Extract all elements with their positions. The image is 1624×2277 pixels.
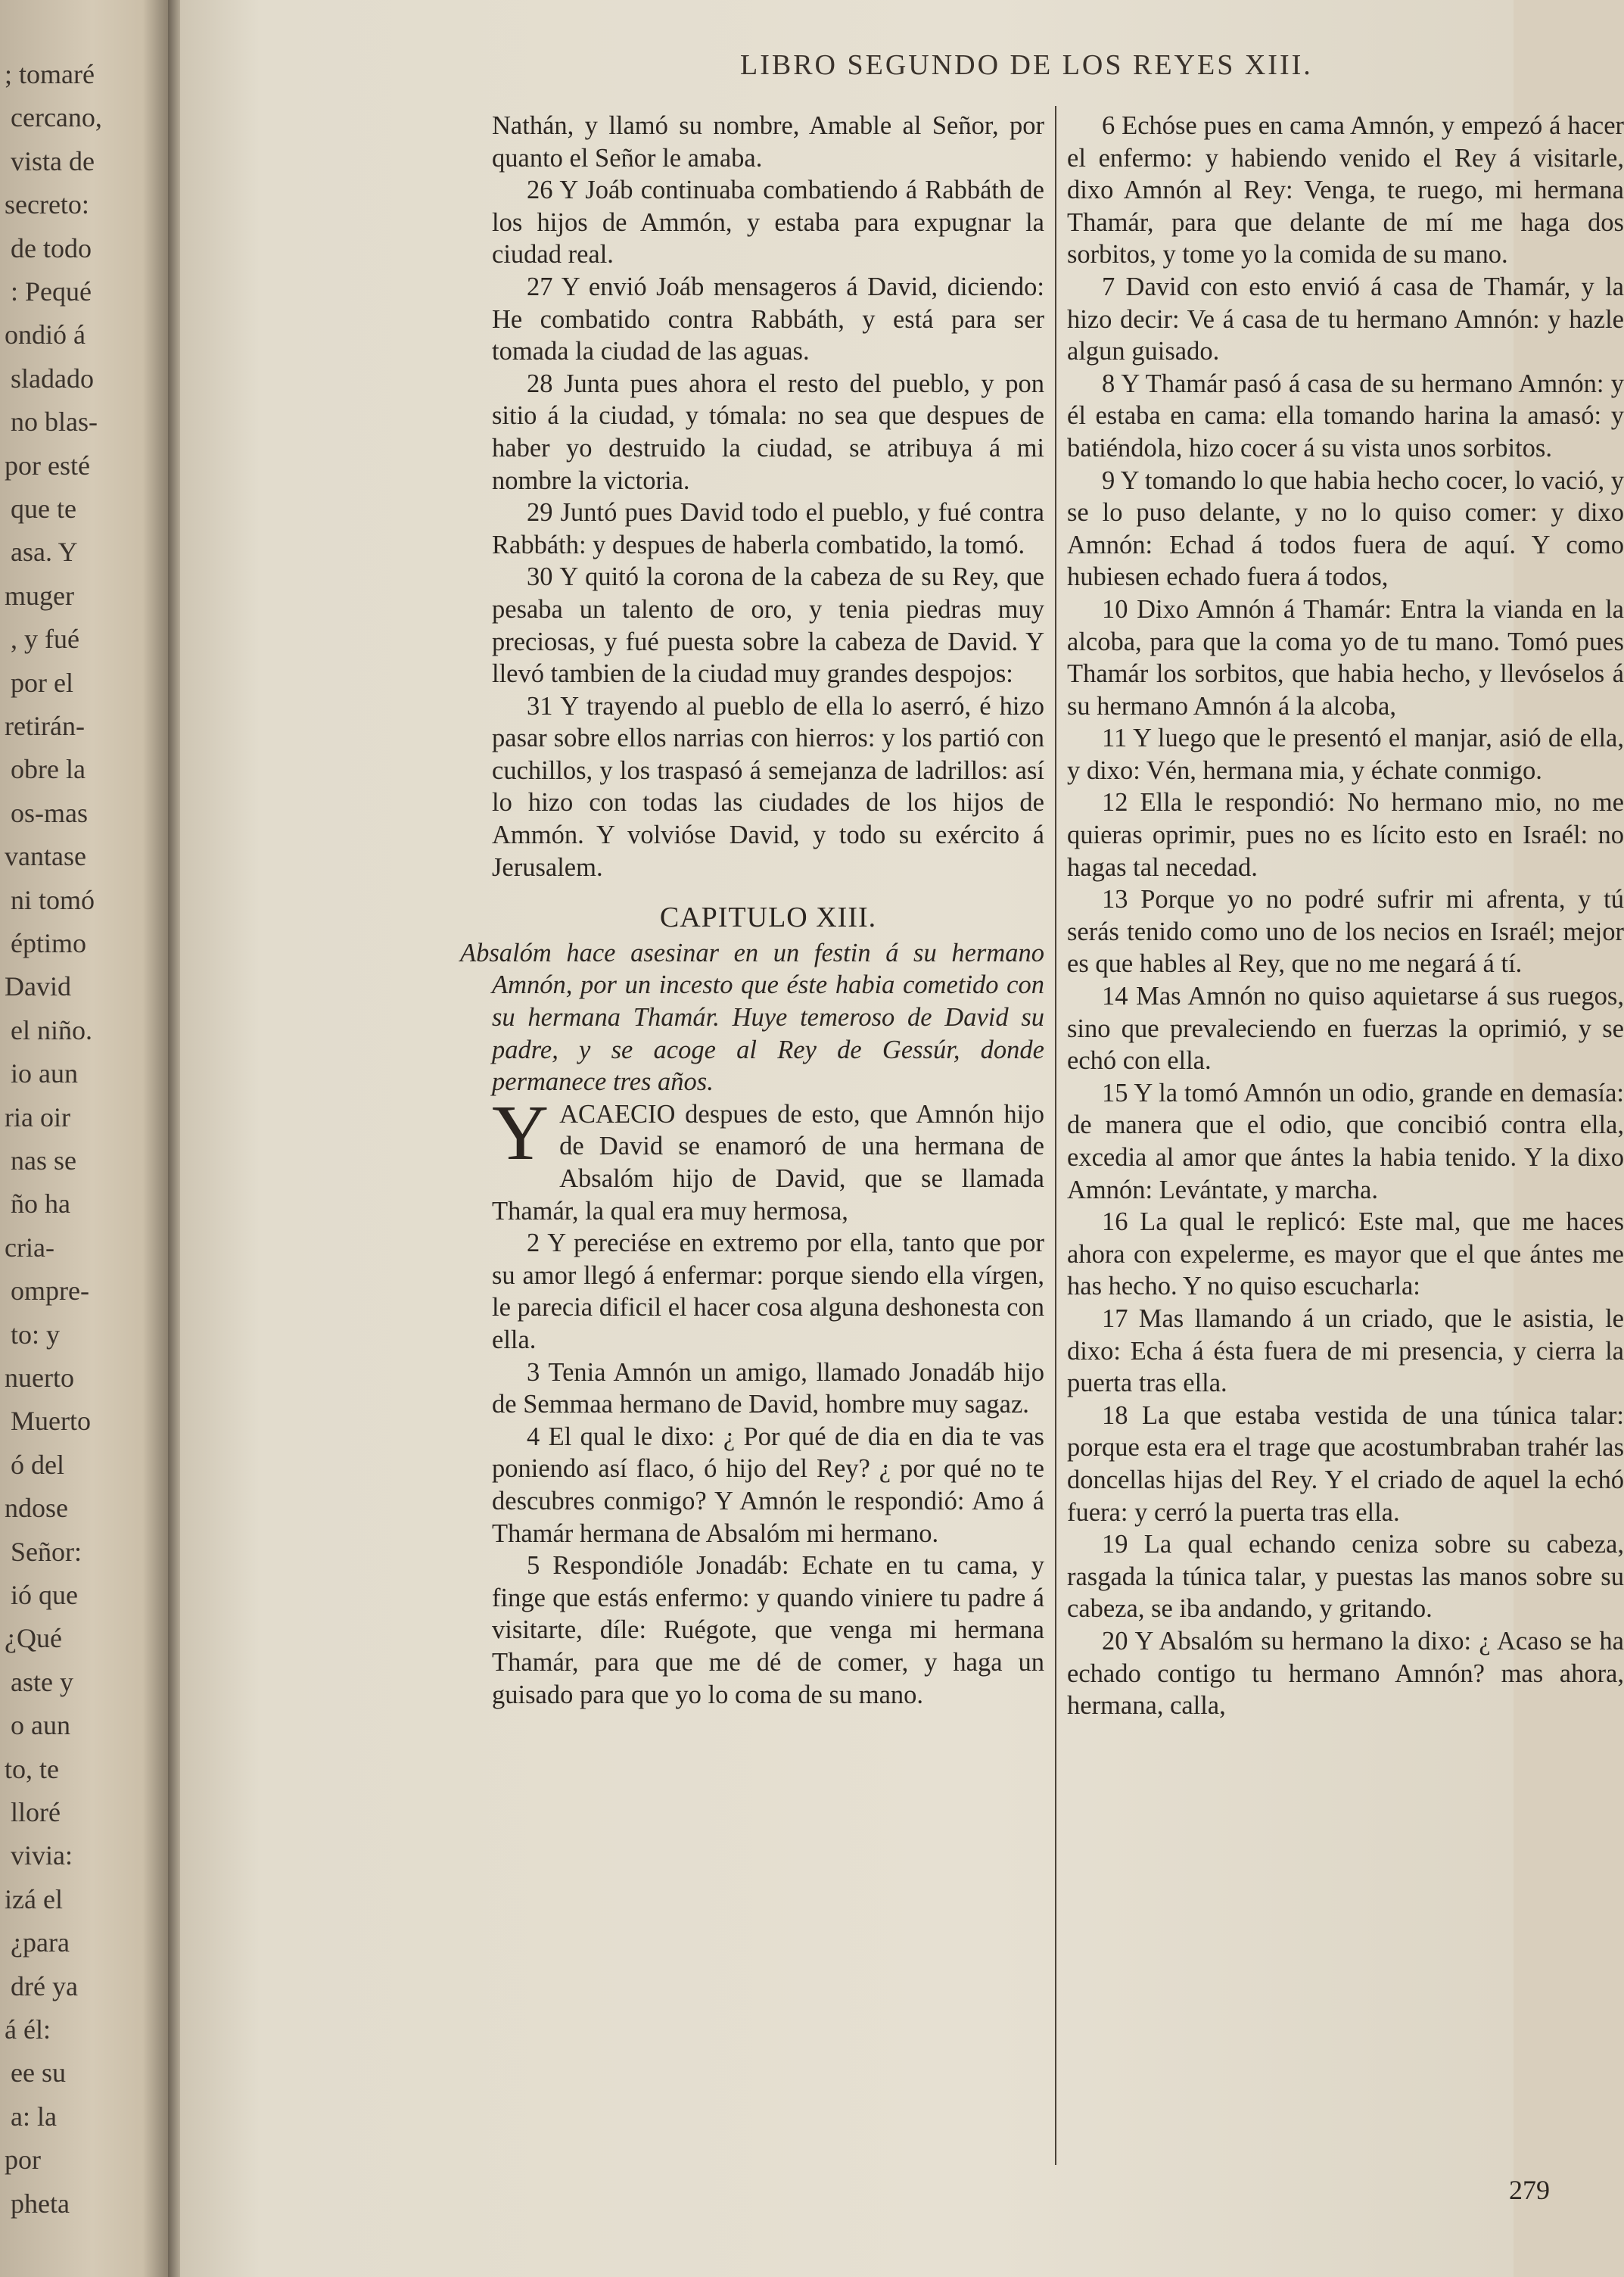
chapter-summary: Absalóm hace asesinar en un festin á su hermano Amnón, por un incesto que éste habia cometido con su hermana Thamár. Huye temeroso de David su padre, y se acoge al Rey de Gessúr, donde permanece tres años. <box>460 938 1044 1097</box>
facing-page-fragment: Muerto <box>11 1406 91 1437</box>
verse-paragraph: 4 El qual le dixo: ¿ Por qué de dia en dia te vas poniendo así flaco, ó hijo del Rey? ¿ por qué no te descubres conmigo? Y Amnón le respondió: Amo á Thamár hermana de Absalóm mi hermano. <box>492 1422 1044 1548</box>
verse-paragraph: 17 Mas llamando á un criado, que le asistia, le dixo: Echa á ésta fuera de mi presencia, y cierra la puerta tras ella. <box>1067 1304 1624 1398</box>
facing-page-fragment: vivia: <box>11 1840 73 1871</box>
verse-paragraph: 29 Juntó pues David todo el pueblo, y fué contra Rabbáth: y despues de haberla combatido, la tomó. <box>492 498 1044 559</box>
facing-page-fragment: ó del <box>11 1449 64 1480</box>
right-paragraphs <box>1067 110 1624 1722</box>
book-page <box>180 0 1624 2277</box>
facing-page-fragment: cercano, <box>11 102 102 133</box>
facing-page-fragment: , y fué <box>11 624 79 655</box>
facing-page-fragment: ¿Qué <box>5 1623 62 1654</box>
facing-page-fragment: to, te <box>5 1753 59 1784</box>
chapter-title: CAPITULO XIII. <box>659 902 877 934</box>
verse-paragraph: 20 Y Absalóm su hermano la dixo: ¿ Acaso se ha echado contigo tu hermano Amnón? mas ahora, hermana, calla, <box>1067 1626 1624 1721</box>
verse-paragraph: 5 Respondióle Jonadáb: Echate en tu cama, y finge que estás enfermo: y quando viniere tu padre á visitarte, díle: Ruégote, que venga mi hermana Thamár, para que me dé de comer, y haga un guisado para que yo lo coma de su mano. <box>492 1551 1044 1709</box>
verse-paragraph: 27 Y envió Joáb mensageros á David, diciendo: He combatido contra Rabbáth, y está para ser tomada la ciudad de las aguas. <box>492 272 1044 366</box>
facing-page-fragment: de todo <box>11 232 92 263</box>
verse-paragraph: 2 Y pereciése en extremo por ella, tanto que por su amor llegó á enfermar: porque siendo ella vírgen, le parecia dificil el hacer cosa alguna deshonesta con ella. <box>492 1229 1044 1354</box>
facing-page-edge <box>0 0 168 2277</box>
facing-page-fragment: por <box>5 2145 41 2176</box>
verse-paragraph: 6 Echóse pues en cama Amnón, y empezó á hacer el enfermo: y habiendo venido el Rey á visitarle, dixo Amnón al Rey: Venga, te ruego, mi hermana Thamár, para que delante de mí me haga dos sorbitos, y tome yo la comida de su mano. <box>1067 111 1624 269</box>
running-head: LIBRO SEGUNDO DE LOS REYES XIII. <box>740 49 1313 81</box>
facing-page-fragment: el niño. <box>11 1014 92 1045</box>
facing-page-fragment: : Pequé <box>11 276 92 307</box>
verse-paragraph: 30 Y quitó la corona de la cabeza de su Rey, que pesaba un talento de oro, y tenia piedras muy preciosas, y fué puesta sobre la cabeza de David. Y llevó tambien de la ciudad muy grandes despojos: <box>492 562 1044 689</box>
verse-paragraph: 26 Y Joáb continuaba combatiendo á Rabbáth de los hijos de Ammón, y estaba para expugnar la ciudad real. <box>492 176 1044 269</box>
facing-page-fragment: ndose <box>5 1493 68 1524</box>
facing-page-fragment: ño ha <box>11 1188 70 1219</box>
facing-page-fragment: dré ya <box>11 1970 78 2001</box>
facing-page-fragment: lloré <box>11 1797 61 1827</box>
facing-page-fragment: cria- <box>5 1232 54 1263</box>
facing-page-fragment: ; tomaré <box>5 59 95 89</box>
facing-page-fragment: ¿para <box>11 1927 70 1958</box>
facing-page-fragment: retirán- <box>5 711 85 741</box>
left-paragraphs-after <box>492 1227 1044 1711</box>
facing-page-fragment: por esté <box>5 450 90 481</box>
facing-page-fragment: izá el <box>5 1883 63 1914</box>
page-number: 279 <box>1509 2175 1550 2205</box>
facing-page-fragment: secreto: <box>5 189 89 220</box>
facing-page-fragment: Señor: <box>11 1536 82 1567</box>
facing-page-fragment: pheta <box>11 2188 70 2219</box>
first-paragraph-text: ACAECIO despues de esto, que Amnón hijo de David se enamoró de una hermana de Absalóm hijo de David, que se llamada Thamár, la qual era muy hermosa, <box>492 1099 1044 1226</box>
verse-paragraph: 31 Y trayendo al pueblo de ella lo aserró, é hizo pasar sobre ellos narrias con hierros: y los partió con cuchillos, y los traspasó á semejanza de ladrillos: así lo hizo con todas las ciudades de los hijos de Ammón. Y volvióse David, y todo su exército á Jerusalem. <box>492 691 1044 882</box>
facing-page-fragment: nas se <box>11 1145 76 1176</box>
verse-paragraph: 9 Y tomando lo que habia hecho cocer, lo vació, y se lo puso delante, y no lo quiso comer: y dixo Amnón: Echad á todos fuera de aquí. Y como hubiesen echado fuera á todos, <box>1067 466 1624 592</box>
facing-page-fragment: ee su <box>11 2057 66 2089</box>
verse-paragraph: 13 Porque yo no podré sufrir mi afrenta, y tú serás tenido como uno de los necios en Israél; mejor es que hables al Rey, que no me negará á tí. <box>1067 885 1624 979</box>
book-gutter <box>168 0 180 2277</box>
facing-page-fragment: o aun <box>11 1710 70 1741</box>
verse-paragraph: 28 Junta pues ahora el resto del pueblo, y pon sitio á la ciudad, y tómala: no sea que despues de haber yo destruido la ciudad, se atribuya á mi nombre la victoria. <box>492 369 1044 495</box>
facing-page-fragment: ondió á <box>5 319 86 350</box>
facing-page-fragment: nuerto <box>5 1363 74 1393</box>
verse-paragraph: 10 Dixo Amnón á Thamár: Entra la vianda en la alcoba, para que la coma yo de tu mano. Tomó pues Thamár los sorbitos, que habia hecho, y llevóselos á su hermano Amnón á la alcoba, <box>1067 594 1624 721</box>
facing-page-fragment: vantase <box>5 841 86 872</box>
facing-page-fragment: á él: <box>5 2014 51 2045</box>
facing-page-fragment: éptimo <box>11 928 86 958</box>
facing-page-fragment: obre la <box>11 754 86 785</box>
verse-paragraph: 3 Tenia Amnón un amigo, llamado Jonadáb hijo de Semmaa hermano de David, hombre muy sagaz. <box>492 1357 1044 1419</box>
facing-page-fragment: vista de <box>11 145 95 176</box>
facing-page-fragment: io aun <box>11 1058 78 1089</box>
facing-page-fragment: David <box>5 971 71 1002</box>
verse-paragraph: 14 Mas Amnón no quiso aquietarse á sus ruegos, sino que prevaleciendo en fuerzas la oprimió, y se echó con ella. <box>1067 982 1624 1076</box>
facing-page-fragment: aste y <box>11 1666 73 1697</box>
verse-paragraph: 7 David con esto envió á casa de Thamár, y la hizo decir: Ve á casa de tu hermano Amnón: y hazle algun guisado. <box>1067 272 1624 366</box>
chapter-first-paragraph <box>492 1089 1044 1227</box>
facing-page-fragment: no blas- <box>11 406 98 438</box>
drop-cap: Y <box>492 1089 549 1176</box>
facing-page-fragment: ompre- <box>11 1276 89 1307</box>
verse-paragraph: 15 Y la tomó Amnón un odio, grande en demasía: de manera que el odio, que concibió contra ella, excedia al amor que ántes la habia tenido. Y la dixo Amnón: Levántate, y marcha. <box>1067 1078 1624 1204</box>
facing-page-fragment: to: y <box>11 1319 61 1350</box>
facing-page-fragment: os-mas <box>11 797 88 828</box>
verse-paragraph: 16 La qual le replicó: Este mal, que me haces ahora con expelerme, es mayor que el que ántes me has hecho. Y no quiso escucharla: <box>1067 1207 1624 1301</box>
facing-page-fragment: por el <box>11 667 73 698</box>
facing-page-fragment: ió que <box>11 1580 78 1610</box>
verse-paragraph: Nathán, y llamó su nombre, Amable al Señor, por quanto el Señor le amaba. <box>492 111 1044 173</box>
facing-page-fragment: ni tomó <box>11 884 95 915</box>
facing-page-fragment: que te <box>11 494 76 524</box>
facing-page-fragment: sladado <box>11 363 94 394</box>
verse-paragraph: 12 Ella le respondió: No hermano mio, no me quieras oprimir, pues no es lícito esto en Israél: no hagas tal necedad. <box>1067 788 1624 882</box>
verse-paragraph: 11 Y luego que le presentó el manjar, asió de ella, y dixo: Vén, hermana mia, y échate conmigo. <box>1067 724 1624 785</box>
verse-paragraph: 8 Y Thamár pasó á casa de su hermano Amnón: y él estaba en cama: ella tomando harina la amasó: y batiéndola, hizo cocer á su vista unos sorbitos. <box>1067 369 1624 463</box>
facing-page-fragment: asa. Y <box>11 537 78 568</box>
facing-page-fragment: ria oir <box>5 1101 70 1132</box>
column-divider <box>1055 106 1056 2165</box>
verse-paragraph: 19 La qual echando ceniza sobre su cabeza, rasgada la túnica talar, y puestas las manos sobre su cabeza, se iba andando, y gritando. <box>1067 1530 1624 1624</box>
left-column <box>460 110 1044 1711</box>
left-paragraphs-before <box>492 110 1044 883</box>
verse-paragraph: 18 La que estaba vestida de una túnica talar: porque esta era el trage que acostumbraban trahér las doncellas hijas del Rey. Y el criado de aquel la echó fuera: y cerró la puerta tras ella. <box>1067 1400 1624 1527</box>
facing-page-fragment: a: la <box>11 2101 57 2132</box>
facing-page-fragment: muger <box>5 580 74 611</box>
right-column <box>1067 110 1624 1722</box>
